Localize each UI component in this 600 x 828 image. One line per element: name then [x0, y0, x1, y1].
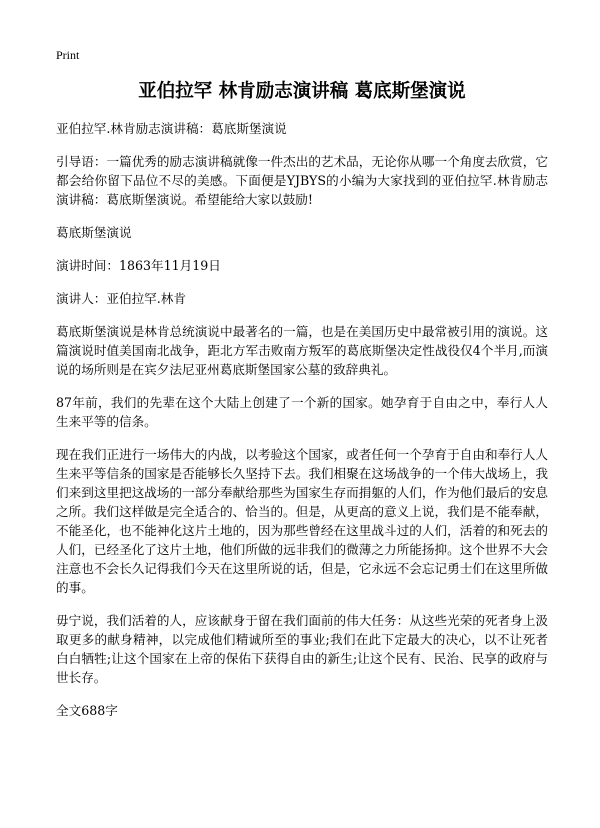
- article-body: [56, 119, 548, 734]
- speech-paragraph-1: 87年前，我们的先辈在这个大陆上创建了一个新的国家。她孕育于自由之中，奉行人人生来平等的信条。: [56, 395, 548, 429]
- background-paragraph: 葛底斯堡演说是林肯总统演说中最著名的一篇，也是在美国历史中最常被引用的演说。这篇演说时值美国南北战争，距北方军击败南方叛军的葛底斯堡决定性战役仅4个半月,而演说的场所则是在宾夕法尼亚州葛底斯堡国家公墓的致辞典礼。: [56, 324, 548, 377]
- intro-paragraph: 引导语：一篇优秀的励志演讲稿就像一件杰出的艺术品，无论你从哪一个角度去欣赏，它都会给你留下品位不尽的美感。下面便是YJBYS的小编为大家找到的亚伯拉罕.林肯励志演讲稿：葛底斯堡演说。希望能给大家以鼓励!: [56, 154, 548, 207]
- speech-paragraph-3: 毋宁说，我们活着的人，应该献身于留在我们面前的伟大任务：从这些光荣的死者身上汲取更多的献身精神，以完成他们精诚所至的事业;我们在此下定最大的决心，以不让死者白白牺牲;让这个国家在上帝的保佑下获得自由的新生;让这个民有、民治、民享的政府与世长存。: [56, 613, 548, 685]
- speech-time: 演讲时间：1863年11月19日: [56, 258, 221, 273]
- print-link[interactable]: Print: [56, 48, 80, 62]
- speaker: 演讲人：亚伯拉罕.林肯: [56, 291, 186, 306]
- article-subtitle: 亚伯拉罕.林肯励志演讲稿：葛底斯堡演说: [56, 121, 287, 136]
- speech-title: 葛底斯堡演说: [56, 225, 132, 240]
- speech-paragraph-2: 现在我们正进行一场伟大的内战，以考验这个国家，或者任何一个孕育于自由和奉行人人生来平等信条的国家是否能够长久坚持下去。我们相聚在这场战争的一个伟大战场上，我们来到这里把这战场的一部分奉献给那些为国家生存而捐躯的人们，作为他们最后的安息之所。我们这样做是完全适合的、恰当的。但是，从更高的意义上说，我们是不能奉献，不能圣化，也不能神化这片土地的，因为那些曾经在这里战斗过的人们，活着的和死去的人们，已经圣化了这片土地，他们所做的远非我们的微薄之力所能扬抑。这个世界不大会注意也不会长久记得我们今天在这里所说的话，但是，它永远不会忘记勇士们在这里所做的事。: [56, 447, 548, 595]
- page-title: 亚伯拉罕 林肯励志演讲稿 葛底斯堡演说: [138, 81, 466, 102]
- word-count: 全文688字: [56, 703, 118, 718]
